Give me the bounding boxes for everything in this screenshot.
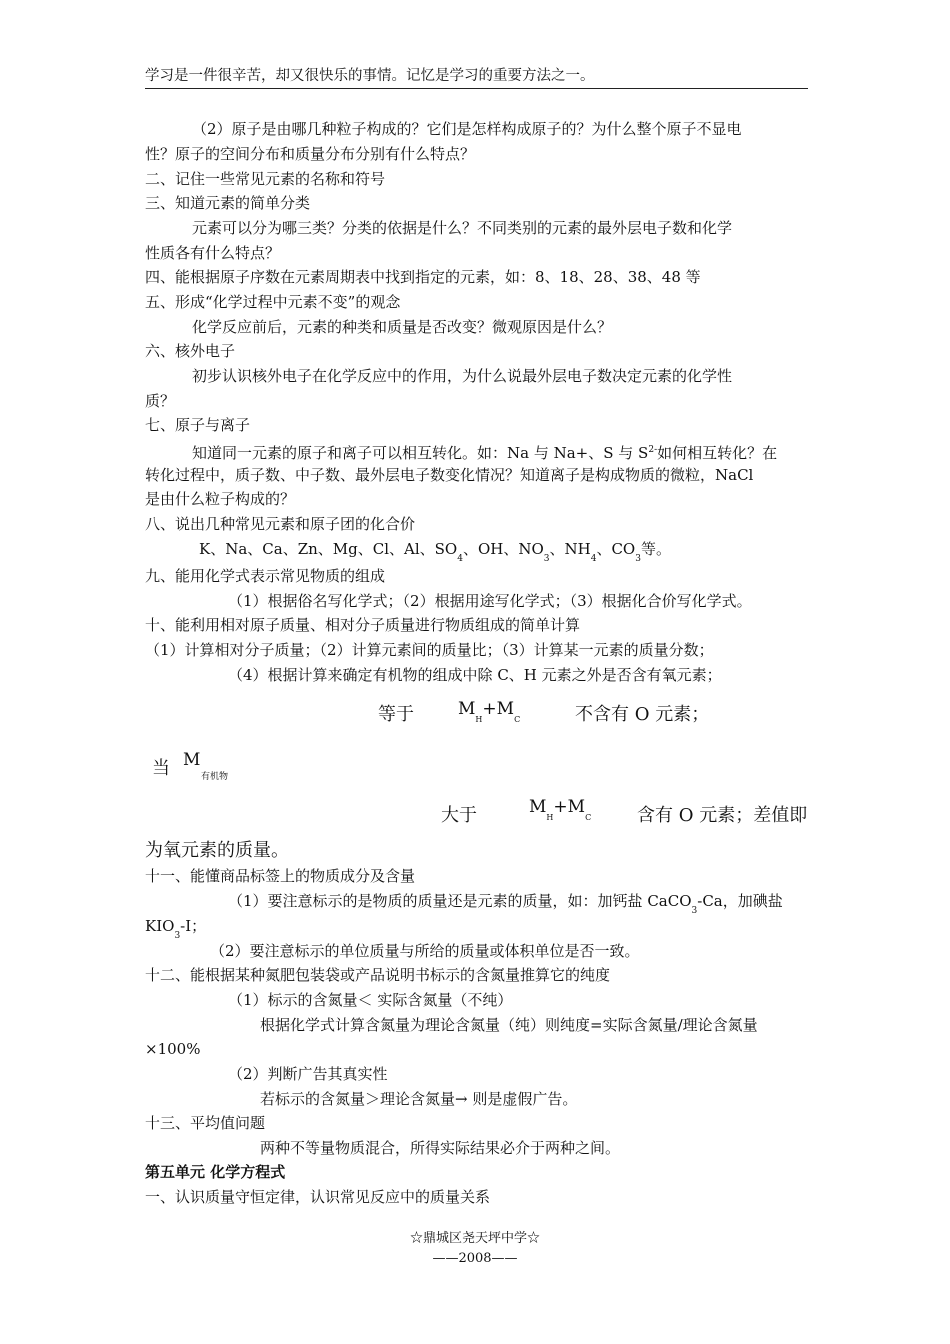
text-line: $KIO_3-I$；	[145, 917, 207, 941]
section-heading: 一、认识质量守恒定律，认识常见反应中的质量关系	[145, 1188, 491, 1206]
section-heading: 四、能根据原子序数在元素周期表中找到指定的元素，如：8、18、28、38、48 等	[145, 268, 701, 286]
formula-equals: 等于	[378, 704, 414, 725]
text-line: ×100%	[145, 1040, 201, 1058]
formula-m-organic-sub: 有机物	[201, 772, 229, 782]
text-line: （1）计算相对分子质量；（2）计算元素间的质量比；（3）计算某一元素的质量分数；	[145, 641, 714, 659]
text-line: 根据化学式计算含氮量为理论含氮量（纯）则纯度=实际含氮量/理论含氮量	[260, 1016, 758, 1034]
section-heading: 三、知道元素的简单分类	[145, 194, 311, 212]
text-line: 元素可以分为哪三类？分类的依据是什么？不同类别的元素的最外层电子数和化学	[192, 219, 733, 237]
text-line: 化学反应前后，元素的种类和质量是否改变？微观原因是什么？	[192, 318, 613, 336]
unit-heading: 第五单元 化学方程式	[145, 1163, 286, 1181]
text-line: （2）判断广告其真实性	[228, 1065, 388, 1083]
section-heading: 八、说出几种常见元素和原子团的化合价	[145, 515, 416, 533]
text-line: （4）根据计算来确定有机物的组成中除 C、H 元素之外是否含有氧元素；	[228, 666, 722, 684]
footer-year: ——2008——	[432, 1251, 518, 1266]
text-line: 转化过程中，质子数、中子数、最外层电子数变化情况？知道离子是构成物质的微粒，NaCl	[145, 466, 754, 484]
text-line: 性质各有什么特点？	[145, 244, 281, 262]
text-line: （1）标示的含氮量＜ 实际含氮量（不纯）	[228, 991, 513, 1009]
text-line: 初步认识核外电子在化学反应中的作用，为什么说最外层电子数决定元素的化学性	[192, 367, 733, 385]
text-line: 质？	[145, 392, 176, 410]
valence-list: K、Na、Ca、Zn、Mg、Cl、Al、$SO_4$、OH、$NO_3$、$NH_4$、$CO_3$等。	[199, 540, 671, 564]
formula-m: $M_H+M_C$	[529, 797, 592, 822]
footer-school: ☆鼎城区尧天坪中学☆	[409, 1231, 540, 1246]
page-header: 学习是一件很辛苦，却又很快乐的事情。记忆是学习的重要方法之一。	[145, 66, 808, 89]
section-heading: 十一、能懂商品标签上的物质成分及含量	[145, 867, 416, 885]
formula-m-organic: M	[183, 750, 201, 770]
formula-m: $M_H+M_C$	[458, 699, 521, 724]
text-line: （2）原子是由哪几种粒子构成的？它们是怎样构成原子的？为什么整个原子不显电	[192, 120, 742, 138]
formula-greater: 大于	[441, 805, 477, 826]
formula-when: 当	[152, 758, 170, 779]
section-heading: 二、记住一些常见元素的名称和符号	[145, 170, 386, 188]
section-heading: 五、形成“化学过程中元素不变”的观念	[145, 293, 401, 311]
formula-result: 含有 O 元素；差值即	[637, 805, 808, 826]
text-line: 两种不等量物质混合，所得实际结果必介于两种之间。	[260, 1139, 621, 1157]
section-heading: 六、核外电子	[145, 342, 236, 360]
text-line: 知道同一元素的原子和离子可以相互转化。如：Na 与 Na+、S 与 $S^{2-}$如何相互转化？在	[192, 444, 778, 462]
text-line: 性？原子的空间分布和质量分布分别有什么特点？	[145, 145, 476, 163]
section-heading: 十二、能根据某种氮肥包装袋或产品说明书标示的含氮量推算它的纯度	[145, 966, 611, 984]
text-line: （2）要注意标示的单位质量与所给的质量或体积单位是否一致。	[210, 942, 640, 960]
section-heading: 十、能利用相对原子质量、相对分子质量进行物质组成的简单计算	[145, 616, 581, 634]
section-heading: 七、原子与离子	[145, 416, 251, 434]
text-line: 是由什么粒子构成的？	[145, 490, 296, 508]
text-line: （1）要注意标示的是物质的质量还是元素的质量，如：加钙盐 CaCO$_3$-Ca，加碘盐	[228, 892, 783, 916]
formula-result: 不含有 O 元素；	[575, 704, 710, 725]
section-heading: 十三、平均值问题	[145, 1114, 266, 1132]
text-line: （1）根据俗名写化学式；（2）根据用途写化学式；（3）根据化合价写化学式。	[228, 592, 752, 610]
text-line: 若标示的含氮量＞理论含氮量→ 则是虚假广告。	[260, 1090, 578, 1108]
formula-conclusion: 为氧元素的质量。	[145, 840, 289, 861]
section-heading: 九、能用化学式表示常见物质的组成	[145, 567, 386, 585]
